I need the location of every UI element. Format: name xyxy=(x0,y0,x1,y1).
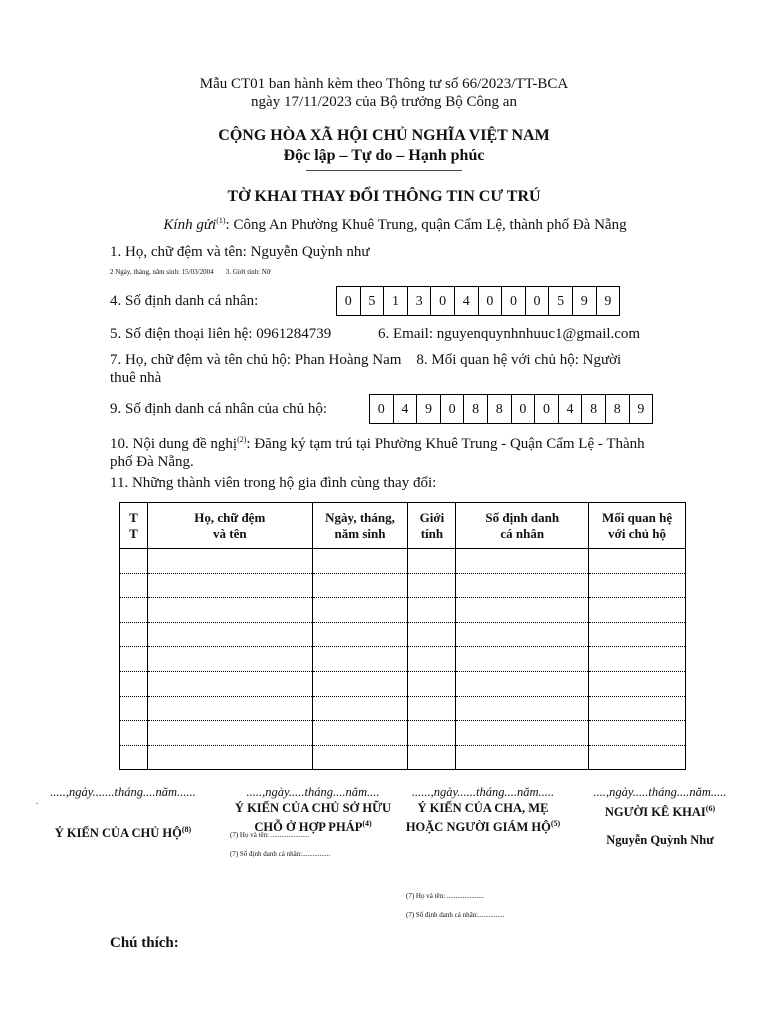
header-gender xyxy=(408,503,456,549)
table-cell xyxy=(312,696,408,721)
field-members-label: 11. Những thành viên trong hộ gia đình cùng thay đổi: xyxy=(110,475,437,491)
table-cell xyxy=(147,598,312,623)
signature-date: ....,ngày.....tháng....năm..... xyxy=(593,785,727,799)
table-cell xyxy=(456,622,589,647)
field-request-note: (2) xyxy=(237,435,247,444)
table-cell xyxy=(120,598,148,623)
form-title: TỜ KHAI THAY ĐỔI THÔNG TIN CƯ TRÚ xyxy=(227,188,541,205)
table-row xyxy=(120,549,686,574)
owner-id-digit-box: 9 xyxy=(417,394,441,424)
guardian-id-line: (7) Số định danh cá nhân:............... xyxy=(406,911,505,919)
field-household-owner-line1: 7. Họ, chữ đệm và tên chủ hộ: Phan Hoàng Nam 8. Mối quan hệ với chủ hộ: Người xyxy=(110,352,622,368)
table-cell xyxy=(456,671,589,696)
table-cell xyxy=(147,622,312,647)
recipient-label: Kính gửi xyxy=(163,217,217,233)
signature-title-text: HOẶC NGƯỜI GIÁM HỘ xyxy=(405,820,551,835)
table-cell xyxy=(408,573,456,598)
header-full-name-line1: Họ, chữ đệm xyxy=(194,509,266,525)
table-cell xyxy=(456,573,589,598)
table-cell xyxy=(408,549,456,574)
id-digit-box: 5 xyxy=(361,286,385,316)
table-cell xyxy=(120,549,148,574)
table-cell xyxy=(456,696,589,721)
table-cell xyxy=(120,671,148,696)
form-reference-line1: Mẫu CT01 ban hành kèm theo Thông tư số 66/2023/TT-BCA xyxy=(199,76,569,92)
owner-id-digit-box: 4 xyxy=(394,394,418,424)
table-cell xyxy=(408,598,456,623)
legal-owner-id-line xyxy=(230,850,330,858)
table-cell xyxy=(312,721,408,746)
id-digit-box: 9 xyxy=(573,286,597,316)
table-row xyxy=(120,721,686,746)
signature-date: ......,ngày......tháng....năm..... xyxy=(411,785,555,799)
national-motto: Độc lập – Tự do – Hạnh phúc xyxy=(283,147,485,164)
header-gender-line2: tính xyxy=(420,525,444,541)
recipient-note: (1) xyxy=(216,216,226,225)
signature-declarant xyxy=(565,785,755,848)
members-table-header xyxy=(120,503,686,549)
table-cell xyxy=(589,573,686,598)
table-cell xyxy=(120,721,148,746)
members-table xyxy=(119,502,686,770)
header-relationship-line2: với chủ hộ xyxy=(608,525,666,541)
id-digit-box: 9 xyxy=(597,286,621,316)
owner-id-digit-box: 0 xyxy=(441,394,465,424)
field-request-label: 10. Nội dung đề nghị xyxy=(110,436,238,452)
table-cell xyxy=(456,647,589,672)
table-row xyxy=(120,573,686,598)
id-digit-box: 0 xyxy=(431,286,455,316)
header-id-number-line1: Số định danh xyxy=(485,509,560,525)
owner-id-digit-box: 8 xyxy=(488,394,512,424)
recipient-value: : Công An Phường Khuê Trung, quận Cẩm Lệ, thành phố Đà Nẵng xyxy=(225,217,627,233)
header-id-number xyxy=(456,503,589,549)
id-digit-box: 4 xyxy=(455,286,479,316)
table-cell xyxy=(312,671,408,696)
table-cell xyxy=(408,721,456,746)
table-cell xyxy=(456,598,589,623)
legal-owner-id-text: (7) Số định danh cá nhân:............... xyxy=(230,850,329,858)
signature-note: (6) xyxy=(705,804,716,813)
table-cell xyxy=(456,721,589,746)
signature-note: (8) xyxy=(181,825,192,834)
signature-date: .....,ngày.......tháng....năm...... xyxy=(50,785,196,799)
table-cell xyxy=(589,647,686,672)
guardian-name-line: (7) Họ và tên: ..................... xyxy=(406,892,484,900)
legal-owner-name-line: (7) Họ và tên: ...................... xyxy=(230,831,310,839)
id-digit-box: 1 xyxy=(384,286,408,316)
table-cell xyxy=(408,745,456,770)
signature-title-text: CHỖ Ở HỢP PHÁP xyxy=(254,820,363,835)
table-cell xyxy=(456,745,589,770)
table-cell xyxy=(120,745,148,770)
table-cell xyxy=(456,549,589,574)
declarant-name: Nguyễn Quỳnh Như xyxy=(606,833,714,848)
header-no xyxy=(120,503,148,549)
signature-note: (5) xyxy=(550,819,561,828)
signature-household-owner xyxy=(28,785,218,841)
table-cell xyxy=(408,696,456,721)
header-gender-line1: Giới xyxy=(419,509,445,525)
owner-id-digit-box: 9 xyxy=(630,394,654,424)
signature-title-text: NGƯỜI KÊ KHAI xyxy=(604,805,706,820)
header-dob-line1: Ngày, tháng, xyxy=(325,509,395,525)
signature-title-line1: Ý KIẾN CỦA CHA, MẸ xyxy=(417,801,549,815)
field-request-line1 xyxy=(110,431,710,453)
table-cell xyxy=(147,696,312,721)
signature-date: .....,ngày.....tháng....năm.... xyxy=(246,785,380,799)
table-cell xyxy=(120,622,148,647)
stray-dot: . xyxy=(36,796,39,806)
table-cell xyxy=(589,549,686,574)
table-cell xyxy=(312,622,408,647)
country-name: CỘNG HÒA XÃ HỘI CHỦ NGHĨA VIỆT NAM xyxy=(218,127,550,144)
owner-id-digit-box: 4 xyxy=(559,394,583,424)
table-cell xyxy=(589,622,686,647)
table-cell xyxy=(408,622,456,647)
legal-owner-id-tail: . xyxy=(328,850,331,858)
id-digit-box: 0 xyxy=(502,286,526,316)
id-digit-box: 0 xyxy=(337,286,361,316)
id-number-boxes xyxy=(336,286,620,316)
field-phone: 5. Số điện thoại liên hệ: 0961284739 xyxy=(110,326,332,342)
field-household-owner-line2: thuê nhà xyxy=(110,370,162,386)
owner-id-number-boxes xyxy=(369,394,653,424)
owner-id-digit-box: 8 xyxy=(582,394,606,424)
field-household-owner xyxy=(110,351,621,387)
table-row xyxy=(120,671,686,696)
members-table-body xyxy=(120,549,686,770)
signature-title xyxy=(565,801,755,820)
field-owner-id-label: 9. Số định danh cá nhân của chủ hộ: xyxy=(110,401,328,417)
table-cell xyxy=(312,549,408,574)
header-relationship-line1: Mối quan hệ xyxy=(602,509,673,525)
signature-guardian xyxy=(388,785,578,835)
table-row xyxy=(120,696,686,721)
table-row xyxy=(120,598,686,623)
table-cell xyxy=(589,671,686,696)
field-full-name: 1. Họ, chữ đệm và tên: Nguyễn Quỳnh như xyxy=(110,244,370,260)
table-cell xyxy=(312,745,408,770)
table-cell xyxy=(408,647,456,672)
field-request-value: : Đăng ký tạm trú tại Phường Khuê Trung - Quận Cẩm Lệ - Thành xyxy=(246,436,645,452)
field-dob-gender: 2 Ngày, tháng, năm sinh: 15/03/2004 3. Giới tính: Nữ xyxy=(110,268,271,276)
signature-title-text: Ý KIẾN CỦA CHỦ HỘ xyxy=(54,826,182,841)
header-full-name xyxy=(147,503,312,549)
signature-title xyxy=(28,822,218,841)
table-cell xyxy=(589,721,686,746)
owner-id-digit-box: 8 xyxy=(606,394,630,424)
table-cell xyxy=(120,696,148,721)
owner-id-digit-box: 0 xyxy=(370,394,394,424)
table-row xyxy=(120,647,686,672)
signature-legal-owner xyxy=(218,785,408,835)
field-email: 6. Email: nguyenquynhnhuuc1@gmail.com xyxy=(378,326,641,342)
recipient-line xyxy=(0,216,768,234)
table-cell xyxy=(120,647,148,672)
signature-title-line1: Ý KIẾN CỦA CHỦ SỞ HỮU xyxy=(234,801,392,815)
table-cell xyxy=(589,696,686,721)
motto-underline xyxy=(306,170,462,171)
table-cell xyxy=(147,671,312,696)
header-dob-line2: năm sinh xyxy=(334,525,386,541)
id-digit-box: 5 xyxy=(549,286,573,316)
owner-id-digit-box: 8 xyxy=(464,394,488,424)
header-full-name-line2: và tên xyxy=(212,525,247,541)
field-id-label: 4. Số định danh cá nhân: xyxy=(110,293,259,309)
table-cell xyxy=(589,745,686,770)
field-request xyxy=(110,431,710,471)
table-cell xyxy=(312,647,408,672)
form-reference-line2: ngày 17/11/2023 của Bộ trưởng Bộ Công an xyxy=(251,94,517,110)
header-relationship xyxy=(589,503,686,549)
table-row xyxy=(120,622,686,647)
id-digit-box: 3 xyxy=(408,286,432,316)
header-dob xyxy=(312,503,408,549)
notes-label: Chú thích: xyxy=(110,935,179,951)
id-digit-box: 0 xyxy=(479,286,503,316)
header-no-line1: T xyxy=(129,509,138,525)
table-cell xyxy=(312,598,408,623)
field-request-line2: phố Đà Nẵng. xyxy=(110,454,194,470)
table-cell xyxy=(589,598,686,623)
owner-id-digit-box: 0 xyxy=(512,394,536,424)
table-cell xyxy=(147,745,312,770)
header-no-line2: T xyxy=(129,525,138,541)
table-cell xyxy=(147,549,312,574)
table-cell xyxy=(147,647,312,672)
signature-title-line2 xyxy=(388,816,578,835)
form-reference xyxy=(0,75,768,111)
header-id-number-line2: cá nhân xyxy=(500,525,545,541)
id-digit-box: 0 xyxy=(526,286,550,316)
owner-id-digit-box: 0 xyxy=(535,394,559,424)
table-cell xyxy=(147,721,312,746)
table-row xyxy=(120,745,686,770)
table-cell xyxy=(120,573,148,598)
table-cell xyxy=(408,671,456,696)
signature-note: (4) xyxy=(362,819,372,828)
table-cell xyxy=(312,573,408,598)
table-cell xyxy=(147,573,312,598)
